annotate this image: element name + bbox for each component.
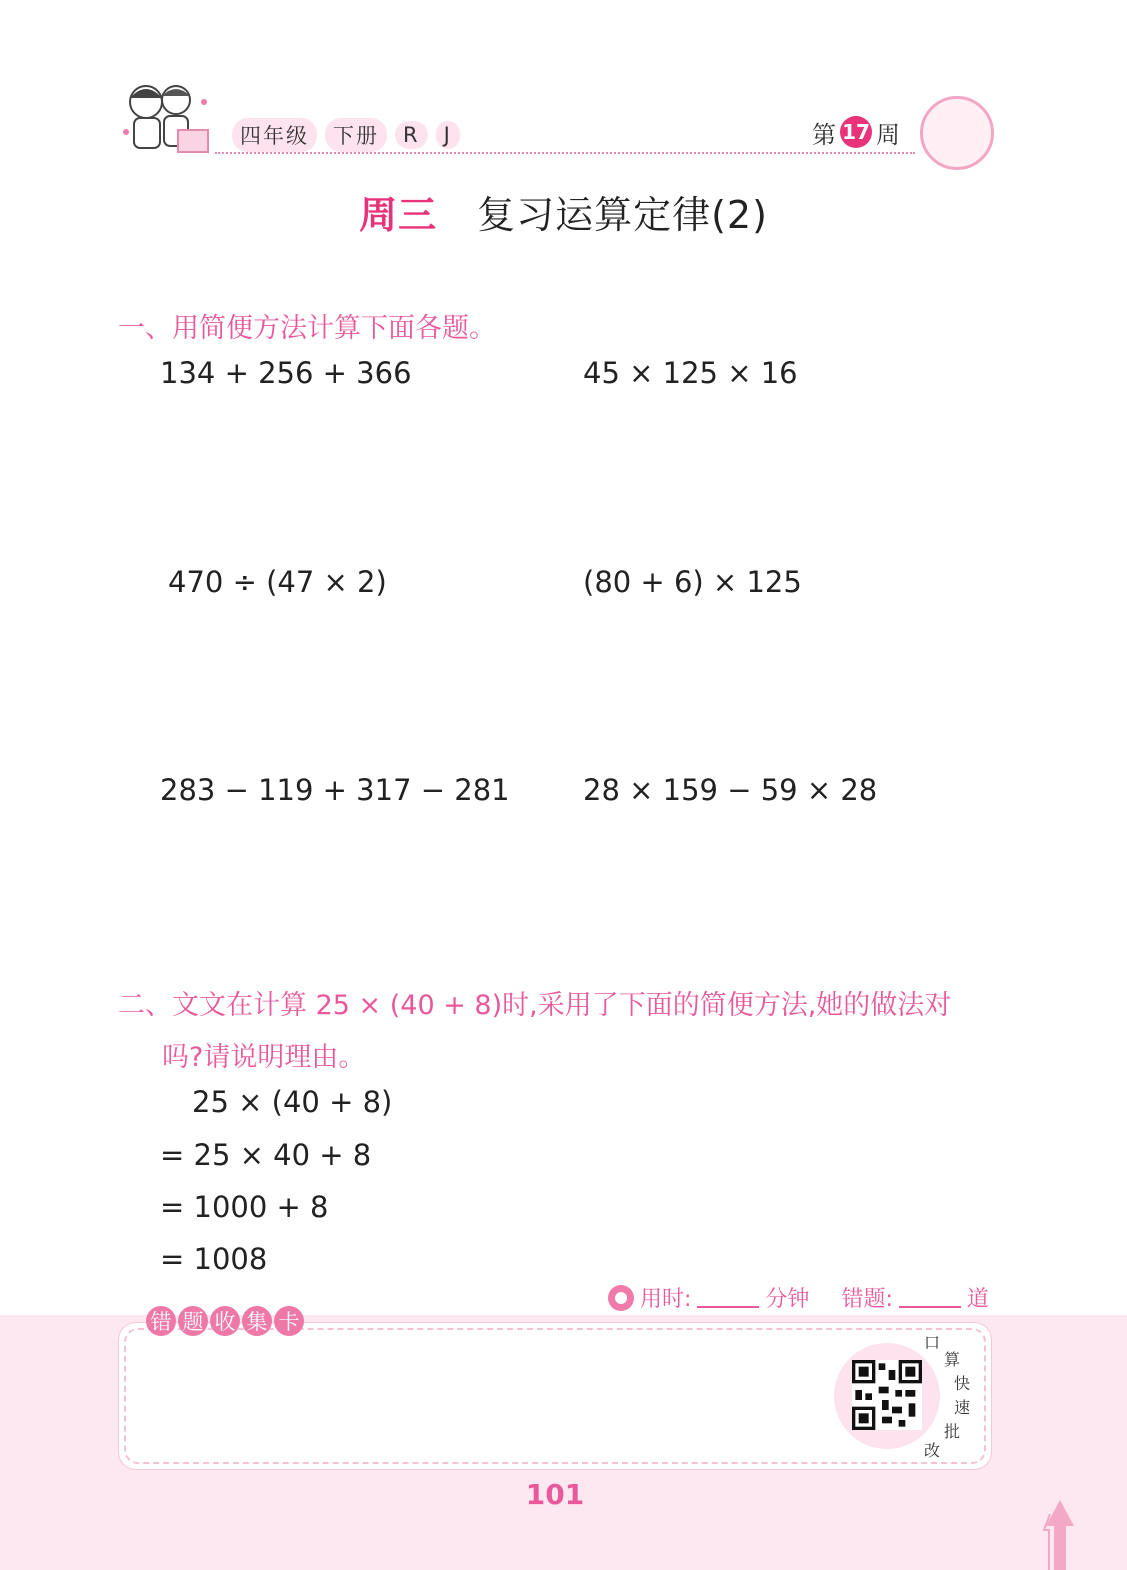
section2-heading-line2: 吗?请说明理由。 [162, 1042, 366, 1073]
card-title-char: 收 [210, 1306, 240, 1336]
step-4: = 1008 [160, 1242, 268, 1276]
page-number: 101 [525, 1478, 585, 1511]
week-indicator [812, 112, 900, 152]
title-day: 周三 [359, 193, 438, 237]
problem-5: 283 − 119 + 317 − 281 [160, 773, 510, 807]
edition-chip-r: R [395, 121, 428, 149]
problem-1: 134 + 256 + 366 [160, 356, 412, 390]
edition-chip-j: J [436, 121, 460, 149]
card-title-char: 卡 [274, 1306, 304, 1336]
qr-side-text: 口 [924, 1333, 941, 1352]
step-2: = 25 × 40 + 8 [160, 1138, 372, 1172]
qr-code-icon[interactable] [852, 1360, 922, 1430]
time-unit: 分钟 [765, 1287, 810, 1312]
grade-chip: 四年级 [232, 118, 317, 152]
stopwatch-icon [608, 1285, 634, 1311]
time-blank[interactable] [697, 1288, 759, 1308]
qr-side-text: 批 [944, 1422, 961, 1441]
qr-side-text: 速 [954, 1398, 971, 1417]
children-illustration [118, 72, 218, 164]
problem-2: 45 × 125 × 16 [583, 356, 798, 390]
section1-heading: 一、用简便方法计算下面各题。 [118, 313, 496, 344]
problem-6: 28 × 159 − 59 × 28 [583, 773, 878, 807]
qr-side-text: 快 [954, 1374, 971, 1393]
week-suffix: 周 [876, 120, 900, 149]
arrow-decoration-icon [1040, 1500, 1080, 1570]
error-unit: 道 [966, 1287, 989, 1312]
header-divider [215, 152, 915, 154]
card-title-char: 错 [146, 1306, 176, 1336]
error-blank[interactable] [899, 1288, 961, 1308]
problem-4: (80 + 6) × 125 [583, 565, 802, 599]
week-number-badge: 17 [840, 116, 872, 148]
card-title-char: 题 [178, 1306, 208, 1336]
page-title [0, 184, 1127, 239]
brand-seal-logo [920, 96, 994, 170]
card-title-char: 集 [242, 1306, 272, 1336]
week-prefix: 第 [812, 120, 836, 149]
qr-side-text: 改 [924, 1441, 941, 1460]
error-card-title [146, 1306, 304, 1336]
section2-heading-line1: 二、文文在计算 25 × (40 + 8)时,采用了下面的简便方法,她的做法对 [118, 990, 952, 1021]
problem-3: 470 ÷ (47 × 2) [168, 565, 387, 599]
time-label: 用时: [640, 1287, 692, 1312]
step-3: = 1000 + 8 [160, 1190, 329, 1224]
qr-side-text: 算 [944, 1350, 961, 1369]
grade-label [232, 118, 460, 152]
volume-chip: 下册 [325, 118, 387, 152]
title-topic: 复习运算定律(2) [477, 193, 768, 237]
error-label: 错题: [841, 1287, 893, 1312]
time-and-errors-row [608, 1282, 989, 1313]
step-1: 25 × (40 + 8) [192, 1085, 393, 1119]
